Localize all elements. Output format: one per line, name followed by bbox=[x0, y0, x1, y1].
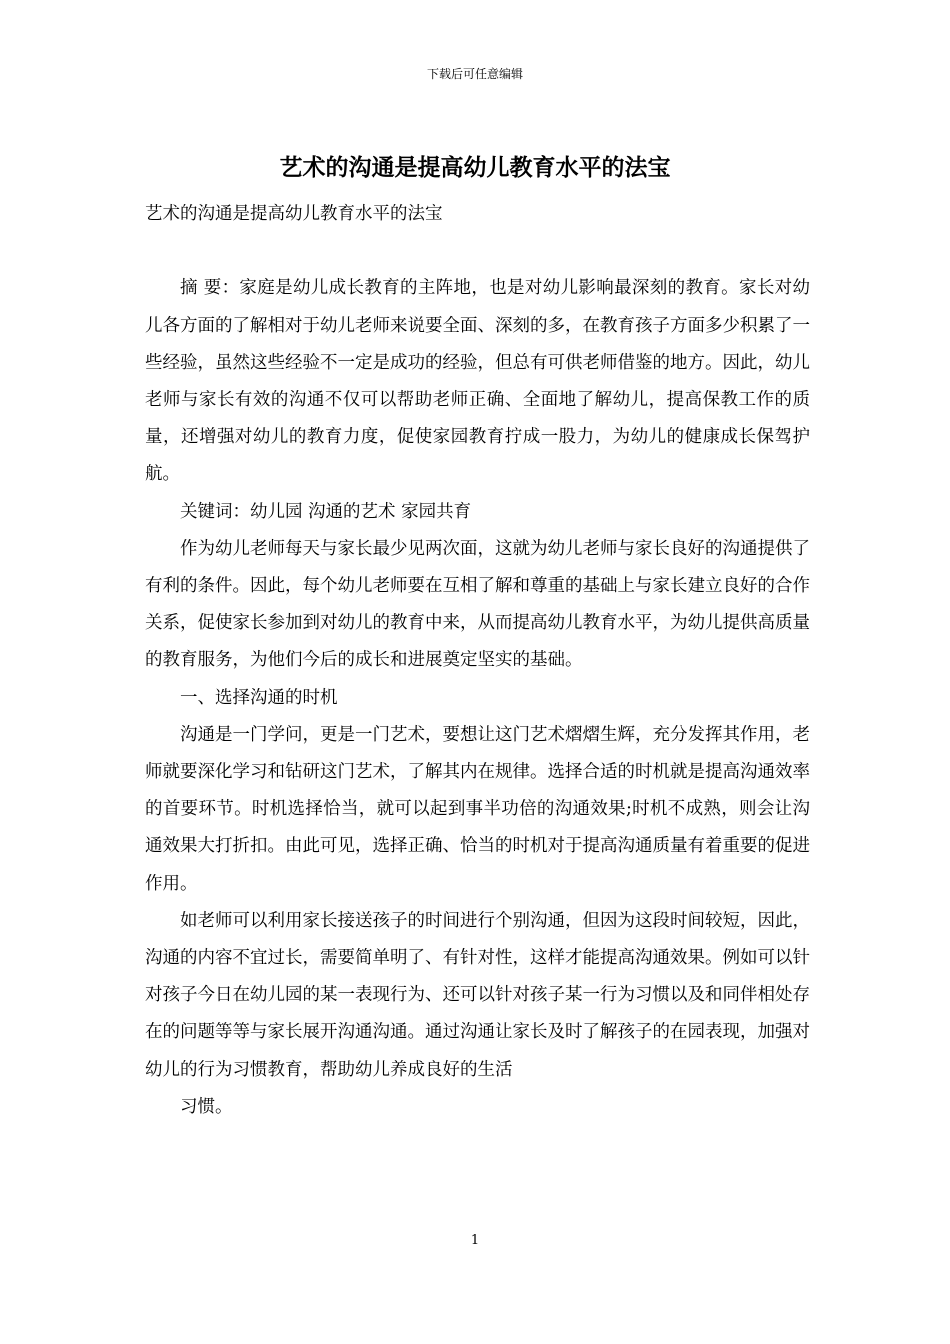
body-paragraph: 沟通是一门学问，更是一门艺术，要想让这门艺术熠熠生辉，充分发挥其作用，老师就要深化学习和钻研这门艺术，了解其内在规律。选择合适的时机就是提高沟通效率的首要环节。时机选择恰当，就可以起到事半功倍的沟通效果;时机不成熟，则会让沟通效果大打折扣。由此可见，选择正确、恰当的时机对于提高沟通质量有着重要的促进作用。 bbox=[145, 724, 810, 894]
document-body bbox=[145, 196, 810, 1126]
body-paragraph: 习惯。 bbox=[180, 1096, 233, 1117]
section-heading: 一、选择沟通的时机 bbox=[180, 687, 338, 708]
document-subtitle: 艺术的沟通是提高幼儿教育水平的法宝 bbox=[145, 204, 443, 224]
page-number: 1 bbox=[470, 1233, 480, 1248]
header-note: 下载后可任意编辑 bbox=[426, 67, 523, 81]
keywords-line: 关键词：幼儿园 沟通的艺术 家园共育 bbox=[180, 501, 472, 522]
body-paragraph: 如老师可以利用家长接送孩子的时间进行个别沟通，但因为这段时间较短，因此，沟通的内容不宜过长，需要简单明了、有针对性，这样才能提高沟通效果。例如可以针对孩子今日在幼儿园的某一表现行为、还可以针对孩子某一行为习惯以及和同伴相处存在的问题等等与家长展开沟通沟通。通过沟通让家长及时了解孩子的在园表现，加强对幼儿的行为习惯教育，帮助幼儿养成良好的生活 bbox=[145, 910, 810, 1080]
intro-paragraph: 作为幼儿老师每天与家长最少见两次面，这就为幼儿老师与家长良好的沟通提供了有利的条件。因此，每个幼儿老师要在互相了解和尊重的基础上与家长建立良好的合作关系，促使家长参加到对幼儿的教育中来，从而提高幼儿教育水平，为幼儿提供高质量的教育服务，为他们今后的成长和进展奠定坚实的基础。 bbox=[145, 538, 810, 671]
document-title: 艺术的沟通是提高幼儿教育水平的法宝 bbox=[279, 154, 671, 181]
abstract-paragraph: 摘 要：家庭是幼儿成长教育的主阵地，也是对幼儿影响最深刻的教育。家长对幼儿各方面的了解相对于幼儿老师来说要全面、深刻的多，在教育孩子方面多少积累了一些经验，虽然这些经验不一定是成功的经验，但总有可供老师借鉴的地方。因此，幼儿老师与家长有效的沟通不仅可以帮助老师正确、全面地了解幼儿，提高保教工作的质量，还增强对幼儿的教育力度，促使家园教育拧成一股力，为幼儿的健康成长保驾护航。 bbox=[145, 278, 810, 485]
